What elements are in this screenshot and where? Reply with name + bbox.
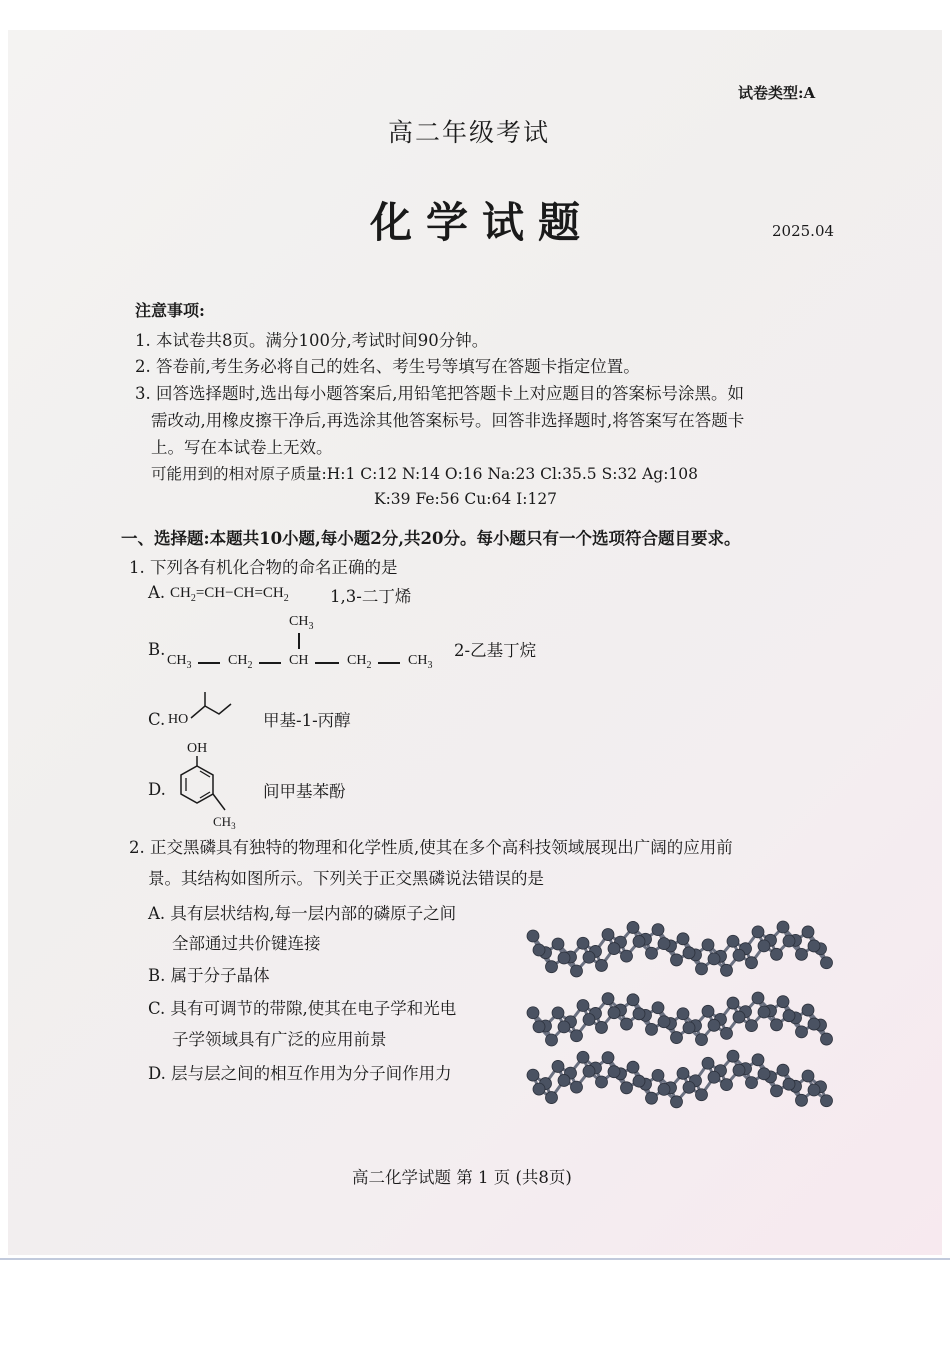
methyl-group: $CH_3$ [289,614,314,632]
phosphorus-atom [696,1089,708,1101]
phosphorus-atom [608,1007,620,1019]
phosphorus-atom [746,1077,758,1089]
phosphorus-atom [546,961,558,973]
phosphorus-atom [808,1084,820,1096]
phosphorus-atom [627,921,639,933]
phosphorus-atom [821,957,833,969]
q1-option-d-name: 间甲基苯酚 [263,782,346,801]
phosphorus-atom [633,1075,645,1087]
phosphorus-atom [621,1082,633,1094]
notice-item-2: 2. 答卷前,考生务必将自己的姓名、考生号等填写在答题卡指定位置。 [135,357,640,376]
page-footer: 高二化学试题 第 1 页 (共8页) [352,1168,572,1187]
q2-option-a-line-1: A. 具有层状结构,每一层内部的磷原子之间 [148,904,457,923]
phosphorus-atom [577,1000,589,1012]
svg-text:OH: OH [187,741,208,756]
phosphorus-atom [796,948,808,960]
phosphorus-atom [721,964,733,976]
phosphorus-atom [777,996,789,1008]
phosphorus-atom [808,940,820,952]
phosphorus-atom [758,1006,770,1018]
phosphorus-atom [558,952,570,964]
phosphorus-atom [683,1022,695,1034]
phosphorus-atom [752,1054,764,1066]
phosphorus-atom [583,951,595,963]
svg-text:CH3: $CH_3$ [213,814,236,830]
q1-option-c-structure [165,690,240,730]
phosphorus-atom [583,1014,595,1026]
q2-option-c-line-1: C. 具有可调节的带隙,使其在电子学和光电 [148,999,457,1018]
phosphorus-atom [721,1027,733,1039]
phosphorus-atom [677,933,689,945]
q2-stem-line-2: 景。其结构如图所示。下列关于正交黑磷说法错误的是 [148,869,544,888]
phosphorus-atom [727,935,739,947]
phosphorus-atom [752,926,764,938]
phosphorus-atom [608,943,620,955]
phosphorus-atom [702,1005,714,1017]
q1-option-a-name: 1,3-二丁烯 [330,587,412,606]
phosphorus-atom [533,1021,545,1033]
phosphorus-atom [602,993,614,1005]
phosphorus-atom [621,950,633,962]
phosphorus-atom [758,1068,770,1080]
phosphorus-atom [683,947,695,959]
atomic-mass-line-1: 可能用到的相对原子质量:H:1 C:12 N:14 O:16 Na:23 Cl:35.5 S:32 Ag:108 [151,465,699,483]
phosphorus-atom [558,1021,570,1033]
phosphorus-atom [527,1007,539,1019]
atomic-mass-line-2: K:39 Fe:56 Cu:64 I:127 [374,490,558,508]
phosphorus-atom [783,935,795,947]
phosphorus-atom [746,1020,758,1032]
phosphorus-atom [752,992,764,1004]
exam-name: 高二年级考试 [388,118,551,147]
phosphorus-atom [777,921,789,933]
phosphorus-atom [527,1069,539,1081]
phosphorus-atom [721,1079,733,1091]
phosphorus-atom [671,1096,683,1108]
phosphorus-atom [571,965,583,977]
phosphorus-atom [821,1033,833,1045]
q1-option-a-formula: $CH_2=CH-CH=CH_2$ [170,585,289,604]
phosphorus-atom [552,1060,564,1072]
q1-option-b-name: 2-乙基丁烷 [454,641,537,660]
phosphorus-atom [677,1067,689,1079]
phosphorus-atom [652,1069,664,1081]
phosphorus-atom [546,1092,558,1104]
phosphorus-atom [652,924,664,936]
phosphorus-atom [802,1004,814,1016]
black-phosphorus-structure-image [515,910,835,1115]
q1-option-c-label: C. [148,710,166,729]
phosphorus-atom [583,1065,595,1077]
svg-text:HO: HO [168,712,189,727]
phosphorus-atom [702,939,714,951]
phosphorus-atom [683,1081,695,1093]
notice-item-3-cont: 需改动,用橡皮擦干净后,再选涂其他答案标号。回答非选择题时,将答案写在答题卡 [151,411,745,430]
phosphorus-atom [608,1066,620,1078]
phosphorus-atom [558,1074,570,1086]
phosphorus-atom [821,1095,833,1107]
section-heading: 一、选择题:本题共10小题,每小题2分,共20分。每小题只有一个选项符合题目要求。 [121,529,741,548]
phosphorus-atom [771,948,783,960]
phosphorus-atom [777,1064,789,1076]
phosphorus-atom [733,1064,745,1076]
phosphorus-atom [783,1078,795,1090]
scan-edge-line [0,1258,950,1260]
phosphorus-atom [671,954,683,966]
phosphorus-atom [658,1083,670,1095]
q1-option-a-label: A. [148,583,166,602]
phosphorus-atom [696,963,708,975]
phosphorus-atom [652,1002,664,1014]
phosphorus-atom [533,944,545,956]
phosphorus-atom [596,1076,608,1088]
phosphorus-atom [658,1016,670,1028]
phosphorus-atom [571,1030,583,1042]
q2-stem-line-1: 2. 正交黑磷具有独特的物理和化学性质,使其在多个高科技领域展现出广阔的应用前 [129,838,733,857]
notice-item-1: 1. 本试卷共8页。满分100分,考试时间90分钟。 [135,331,489,350]
notice-item-3: 3. 回答选择题时,选出每小题答案后,用铅笔把答题卡上对应题目的答案标号涂黑。如 [135,384,744,403]
phosphorus-atom [783,1010,795,1022]
q2-option-b: B. 属于分子晶体 [148,966,270,985]
phosphorus-atom [696,1034,708,1046]
notice-heading: 注意事项: [135,301,205,320]
q2-option-d: D. 层与层之间的相互作用为分子间作用力 [148,1064,452,1083]
phosphorus-atom [596,959,608,971]
phosphorus-atom [746,957,758,969]
q1-option-c-name: 甲基-1-丙醇 [263,711,351,730]
phosphorus-atom [708,1071,720,1083]
q1-stem: 1. 下列各有机化合物的命名正确的是 [129,558,398,577]
phosphorus-atom [796,1026,808,1038]
phosphorus-atom [546,1034,558,1046]
phosphorus-atom [727,1050,739,1062]
phosphorus-atom [727,997,739,1009]
phosphorus-atom [552,1007,564,1019]
phosphorus-atom [658,938,670,950]
phosphorus-atom [796,1094,808,1106]
phosphorus-atom [758,940,770,952]
phosphorus-atom [552,938,564,950]
phosphorus-atom [627,994,639,1006]
vertical-bond [298,633,300,649]
phosphorus-atom [646,1023,658,1035]
phosphorus-atom [702,1057,714,1069]
phosphorus-atom [802,1070,814,1082]
phosphorus-atom [671,1032,683,1044]
phosphorus-atom [771,1019,783,1031]
phosphorus-atom [633,935,645,947]
q2-option-c-line-2: 子学领域具有广泛的应用前景 [172,1030,387,1049]
q1-option-d-label: D. [148,780,166,799]
phosphorus-atom [527,930,539,942]
phosphorus-atom [708,953,720,965]
phosphorus-atom [677,1008,689,1020]
phosphorus-atom [646,1092,658,1104]
phosphorus-atom [571,1081,583,1093]
phosphorus-atom [602,929,614,941]
exam-date: 2025.04 [772,222,835,240]
notice-item-3-end: 上。写在本试卷上无效。 [151,438,333,457]
phosphorus-atom [771,1085,783,1097]
q2-option-a-line-2: 全部通过共价键连接 [172,934,321,953]
q1-option-b-label: B. [148,640,166,659]
phosphorus-atom [533,1083,545,1095]
phosphorus-atom [708,1019,720,1031]
subject-title: 化学试题 [370,198,595,247]
phosphorus-atom [596,1021,608,1033]
phosphorus-atom [602,1052,614,1064]
phosphorus-atom [646,947,658,959]
phosphorus-atom [627,1061,639,1073]
phosphorus-atom [802,926,814,938]
phosphorus-atom [633,1008,645,1020]
phosphorus-atom [733,949,745,961]
phosphorus-atom [621,1018,633,1030]
q1-option-d-structure [165,738,255,830]
paper-type-label: 试卷类型:A [738,84,816,102]
phosphorus-atom [733,1011,745,1023]
phosphorus-atom [808,1018,820,1030]
phosphorus-atom [577,1051,589,1063]
phosphorus-atom [577,937,589,949]
